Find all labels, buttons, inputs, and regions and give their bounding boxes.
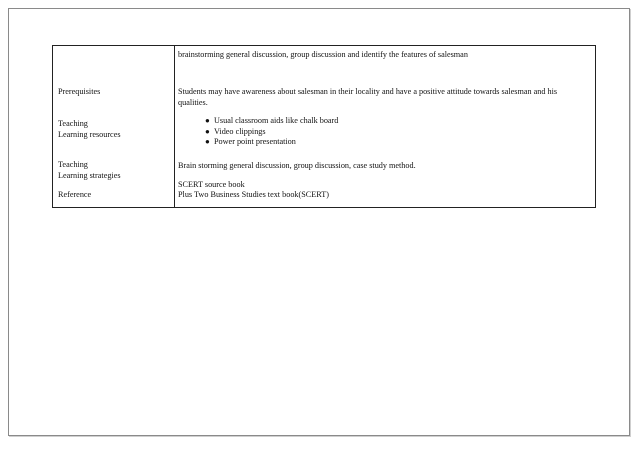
strategies-text: Brain storming general discussion, group discussion, case study method. [178,161,416,170]
resources-label-line1: Teaching [58,119,88,128]
list-item: ● Usual classroom aids like chalk board [205,116,339,125]
reference-line1: SCERT source book [178,180,245,189]
lesson-plan-table [52,45,596,208]
column-divider [174,46,175,207]
list-item: ● Video clippings [205,126,266,136]
reference-line2: Plus Two Business Studies text book(SCERT) [178,190,329,199]
resources-label-line2: Learning resources [58,130,121,139]
strategies-label-line2: Learning strategies [58,171,121,180]
reference-label: Reference [58,190,92,199]
resources-list [205,116,339,148]
document-page [8,8,630,436]
list-item: ● Power point presentation [205,137,296,146]
bullet-icon: ● [205,116,210,125]
prerequisites-text: Students may have awareness about salesman in their locality and have a positive attitude towards salesman and his qualities. [178,87,558,107]
strategies-label-line1: Teaching [58,160,88,169]
bullet-icon: ● [205,137,210,146]
prerequisites-label: Prerequisites [58,87,101,96]
methodology-text: brainstorming general discussion, group discussion and identify the features of salesman [178,50,468,59]
bullet-icon: ● [205,126,210,136]
